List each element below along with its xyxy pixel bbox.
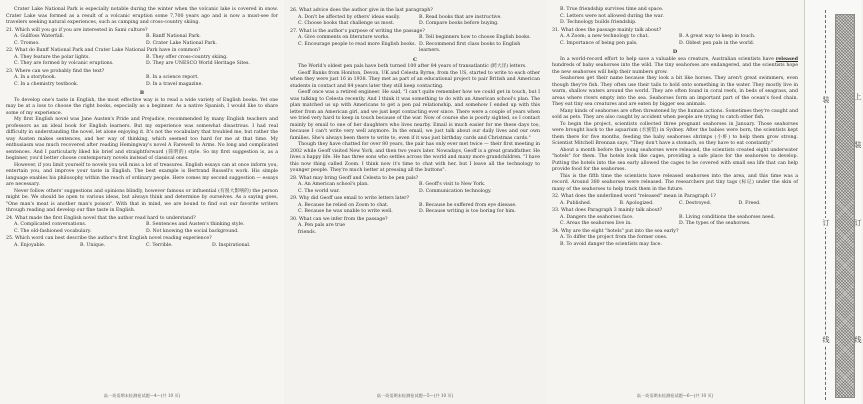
passage-paragraph: To develop one's taste in English, the most effective way is to read a wide variety of English books. Yet one may be at a loss to choose the right books, especially as a beginner. As a native Spanish, I would like to share some of my experience.	[6, 97, 278, 116]
answer-options	[290, 35, 540, 55]
passage-paragraph: In a world-record effort to help save a valuable sea creature, Australian scientists have released hundreds of baby seahorses into the wild. The tiny seahorses are endangered, and the scientists hope the new seahorses will help their numbers grow.	[552, 56, 798, 75]
answer-option[interactable]: D. Freed.	[738, 200, 761, 206]
answer-options	[552, 201, 798, 208]
question-stem: 22. What do Banff National Park and Crater Lake National Park have in common?	[6, 48, 201, 53]
answer-options	[6, 34, 278, 47]
answer-option[interactable]: B. To avoid danger the scientists may face.	[560, 241, 662, 247]
answer-option[interactable]: C. Choose books that challenge us most.	[298, 21, 395, 26]
question-block	[6, 28, 278, 89]
answer-option[interactable]: C. They are formed by volcanic eruptions.	[14, 61, 114, 66]
question-stem: 29. Why did Geoff use email to write letters later?	[290, 196, 410, 201]
binding-label-zhuang: 装	[822, 96, 830, 104]
passage-paragraph: This is the fifth time the scientists have released seahorses into the area, and this time was a record. Around 380 seahorses were released. The researchers put tiny tags (标记) under the skin of many of the seahorses to help track them in the future.	[552, 173, 798, 192]
binding-label-xian: 线	[822, 336, 830, 344]
answer-options	[6, 75, 278, 88]
answer-option[interactable]: A. Enjoyable.	[14, 242, 46, 248]
answer-options	[290, 223, 540, 236]
passage-paragraph: To begin the project, scientists collected three pregnant seahorses in January. Those seahorses were brought back to the aquarium (水族馆) in Sydney. After the babies were born, the scientists kept them there for five months, feeding the baby seahorses shrimps (小虾) to help them grow strong. Scientist Mitchell Brennan says, "They don't have a stomach, so they have to eat constantly."	[552, 121, 798, 146]
answer-option[interactable]: B. Sentences and Austen's thinking style.	[146, 222, 245, 227]
answer-options	[6, 222, 278, 235]
passage-paragraph: However, if you limit yourself to novels you will miss a lot of treasures. English essays can at once inform you, entertain you, and improve your taste in English. The best example is Bertrand Russell's work. His simple language enables his philosophy within the reach of ordinary people. Here comes my second suggestion — essays are necessary.	[6, 162, 278, 187]
passage-paragraph: Geoff Banks from Honiton, Devon, UK and Celesta Byrne, from the US, started to write to each other when they were just 16 in 1938. They met as part of an educational project to pair British and American students in contact and 84 years later they still keep contacting.	[290, 70, 540, 89]
answer-options	[552, 215, 798, 228]
answer-option[interactable]: B. A great way to keep in touch.	[679, 34, 756, 39]
answer-options	[290, 203, 540, 216]
page-footer: 高一英语期末检测卷试题—4—(共 10 页)	[103, 392, 181, 398]
question-block	[552, 28, 798, 48]
answer-options	[6, 55, 278, 68]
binding-label-zhuang-right: 装	[854, 141, 862, 149]
answer-option[interactable]: A. Dangers the seahorses face.	[560, 214, 634, 220]
question-block	[290, 8, 540, 55]
answer-option[interactable]: A. Don't be affected by others' ideas easily.	[298, 14, 401, 20]
answer-options	[6, 243, 278, 250]
answer-option[interactable]: D. The types of the seahorses.	[679, 221, 751, 226]
answer-option[interactable]: B. In a science report.	[146, 75, 199, 80]
answer-option[interactable]: C. In a chemistry textbook.	[14, 81, 79, 87]
answer-option[interactable]: B. Living conditions the seahorses need.	[679, 214, 776, 220]
answer-options	[552, 34, 798, 47]
answer-options	[552, 235, 798, 248]
passage-paragraph: Seahorses get their name because they look a bit like horses. They aren't great swimmers, even though they're fish. They often use their tails to hold onto something in the water. They mostly live in warm, shallow waters around the world. They are often found in coral reefs, in beds of seagrass, and areas where rivers empty into the sea. Seahorses form an important part of the ocean's food chain. They eat tiny sea creatures and are eaten by bigger sea animals.	[552, 76, 798, 107]
question-stem: 25. Which word can best describe the author's first English novel reading experience?	[6, 236, 212, 241]
question-30-options-continued	[552, 7, 798, 27]
passage-paragraph: My first English novel was Jane Austen's Pride and Prejudice, recommended by many English teachers and professors as an ideal book for English learners. But my experience was somewhat disastrous. I had real difficulty in understanding the novel, let alone enjoying it. It's not the vocabulary that troubled me, but rather the way Austen makes sentences, and her way of thinking, which seemed too hard for me at that time. My enthusiasm was much recovered after reading Hemingway's novel A Farewell to Arms. No long and complicated sentences. And I particularly liked his brief and straightforward (简明的) style. So my first suggestion is, as a beginner, you'd better choose contemporary novels instead of classical ones.	[6, 117, 278, 161]
answer-option[interactable]: A. Published.	[560, 200, 592, 206]
binding-label-xian-right: 线	[854, 336, 862, 344]
binding-label-ding-right: 订	[854, 219, 862, 227]
binding-label-shang: 上	[854, 93, 862, 101]
binding-label-ding: 订	[822, 219, 830, 227]
passage-paragraph: Though they have chatted for over 80 years, the pair has only ever met twice — their first meeting in 2002 while Geoff visited New York, and then two years later. Nowadays, Geoff is a great grandfather. He lives a happy life. He has three sons who settles across the world and many more grandchildren. "I have this now thing called Zoom. I think now it's time to chat with her, but I leave all the technology to younger people. They're much better at pressing all the buttons".	[290, 142, 540, 173]
question-stem: 34. Why are the eight "hotels" put into the sea early?	[552, 228, 679, 234]
question-stem: 33. What does Paragraph 3 mainly talk about?	[552, 208, 663, 213]
section-heading-d: D	[672, 49, 678, 55]
answer-option[interactable]: C. The old-fashioned vocabulary.	[14, 228, 92, 234]
question-stem: 28. What may bring Geoff and Celesta to be pen pals?	[290, 175, 419, 181]
passage-paragraph: Never follow others' suggestions and opinions blindly, however famous or influential (有很大影响的) the person might be. We should be open to various ideas, but always think and determine by ourselves. As a saying goes, "One man's meat is another man's poison". With that in mind, we are bound to find out our favorite writers through reading and develop our fine taste in English.	[6, 188, 278, 213]
answer-option[interactable]: D. Not knowing the social background.	[146, 228, 239, 234]
section-heading-b: B	[139, 90, 145, 96]
answer-option[interactable]: B. Because he suffered from eye disease.	[419, 202, 517, 208]
answer-option[interactable]: B. True friendship survives time and space.	[560, 7, 664, 12]
question-stem: 32. What does the underlined word "released" mean in Paragraph 1?	[552, 194, 716, 199]
question-stem: 30. What can we infer from the passage?	[290, 216, 388, 222]
answer-option[interactable]: A. Complicated conversations.	[14, 222, 87, 227]
answer-option[interactable]: D. In a travel magazine.	[146, 81, 203, 87]
answer-option[interactable]: C. Destroyed.	[679, 200, 712, 206]
page-column-2	[284, 0, 546, 404]
answer-option[interactable]: D. Because writing is too boring for him.	[419, 209, 516, 214]
answer-option[interactable]: B. Read books that are instructive.	[419, 14, 502, 20]
answer-option[interactable]: C. The world war.	[298, 188, 340, 194]
answer-option[interactable]: D. Oldest pen pals in the world.	[679, 40, 755, 46]
answer-option[interactable]: A. Pen pals are true friends.	[298, 223, 345, 235]
question-stem: 24. What made the first English novel that the author read hard to understand?	[6, 215, 196, 221]
underlined-word: released	[775, 56, 798, 62]
binding-hatch-strip	[835, 14, 855, 398]
answer-option[interactable]: A. To differ the project from the former ones.	[560, 235, 668, 240]
answer-option[interactable]: A. They feature the polar lights.	[14, 54, 90, 60]
page-column-1	[0, 0, 284, 404]
section-heading-c: C	[413, 56, 417, 63]
page-footer: 高一英语期末检测卷试题—6—(共 10 页)	[636, 392, 714, 398]
answer-option[interactable]: B. Banff National Park.	[146, 34, 201, 39]
question-block	[6, 216, 278, 250]
answer-option[interactable]: A. In a storybook.	[14, 75, 56, 80]
binding-margin	[804, 0, 861, 404]
answer-option[interactable]: D. They are UNESCO World Heritage Sites.	[146, 61, 250, 66]
answer-option[interactable]: C. Areas the seahorses live in.	[560, 221, 632, 226]
answer-option[interactable]: A. Give comments on literature works.	[298, 35, 390, 40]
passage-paragraph: Many kinds of seahorses are often threatened by the human actions. Sometimes they're caught and sold as pets. They are also caught by accident when people are trying to catch other fish.	[552, 108, 798, 120]
answer-option[interactable]: D. Technology builds friendship.	[560, 20, 637, 25]
passage-paragraph: The World's oldest pen pals have both turned 100 after 84 years of transatlantic (跨大洋) letters.	[298, 64, 527, 69]
answer-option[interactable]: D. Compare books before buying.	[419, 21, 499, 26]
answer-option[interactable]: A. An American school's plan.	[298, 182, 369, 187]
answer-option[interactable]: B. Unique.	[80, 242, 106, 248]
question-stem: 31. What does the passage mainly talk about?	[552, 27, 662, 33]
answer-option[interactable]: C. Terrible.	[146, 242, 173, 248]
answer-option[interactable]: C. Letters were not allowed during the war.	[560, 13, 664, 19]
answer-option[interactable]: D. Communication technology.	[419, 188, 492, 194]
answer-option[interactable]: C. Encourage people to read more English books.	[298, 41, 416, 47]
answer-option[interactable]: D. Inspirational.	[212, 242, 251, 248]
question-stem: 27. What is the author's purpose of writing the passage?	[290, 28, 425, 34]
answer-option[interactable]: C. Because he was unable to write well.	[298, 209, 393, 214]
page-column-3	[546, 0, 804, 404]
passage-c	[290, 64, 540, 175]
answer-options	[290, 182, 540, 195]
question-block	[552, 194, 798, 248]
answer-option[interactable]: A. Gullfoss Waterfall.	[14, 34, 65, 39]
question-stem: 21. Which will you go if you are interested in Sami culture?	[6, 27, 148, 33]
answer-option[interactable]: A. A Zoom; a new technology to chat.	[560, 34, 649, 39]
answer-option[interactable]: D. Recommend first class books to English learners.	[419, 41, 521, 53]
passage-paragraph: About a month before the young seahorses were released, the scientists created eight underwater "hotels" for them. The hotels look like cages, providing a safe place for the seahorses to develop. Putting the hotels into the sea early allowed the cages to be covered with small sea life that can help provide food for the seahorses.	[552, 147, 798, 172]
passage-paragraph: Geoff once was a retired engineer. He said, "I can't quite remember how we could get in touch, but I was talking to Celesta recently. And I think it was something to do with an American school's plan. The plan matched us up with Americans to get a pen pal relationship, and somehow I ended up with this letter from an American girl, and we just kept contacting ever since. There were a couple of years when we tried very hard to keep in touch because of the war. Now of course she is poorly sighted, so I contact mainly by email to one of her daughters who lives nearby. Email is much easier for me these days too, because I can't write very well anymore. In the email, we just talk about our daily lives and our own families. She's always been there to write to, even if it was just birthday cards and Christmas cards."	[290, 90, 540, 141]
passage-b	[6, 98, 278, 215]
answer-option[interactable]: C. Tromso.	[14, 40, 40, 46]
answer-options	[290, 15, 540, 28]
question-block	[290, 176, 540, 237]
answer-option[interactable]: B. Tell beginners how to choose English books.	[419, 35, 531, 40]
question-stem: 23. Where can we probably find the text?	[6, 68, 105, 74]
answer-option[interactable]: B. Apologized.	[619, 200, 654, 206]
answer-option[interactable]: A. Because he relied on Zoom to chat.	[298, 202, 389, 208]
answer-option[interactable]: B. Geoff's visit to New York.	[419, 182, 486, 187]
passage-a-ending: Crater Lake National Park is especially notable during the winter when the volcanic lake is covered in snow. Crater Lake was formed as a result of a volcanic eruption some 7,700 years ago and is now a must-see for travelers seeking natural experiences, such as camping and cross-country skiing.	[6, 7, 278, 25]
page-footer: 高一英语期末检测卷试题—5—(共 10 页)	[376, 392, 454, 398]
answer-option[interactable]: C. Importance of being pen pals.	[560, 40, 638, 46]
passage-d	[552, 57, 798, 194]
question-stem: 26. What advice does the author give in the last paragraph?	[290, 8, 433, 13]
answer-option[interactable]: B. They offer cross-country skiing.	[146, 54, 228, 60]
answer-option[interactable]: D. Crater Lake National Park.	[146, 40, 217, 46]
